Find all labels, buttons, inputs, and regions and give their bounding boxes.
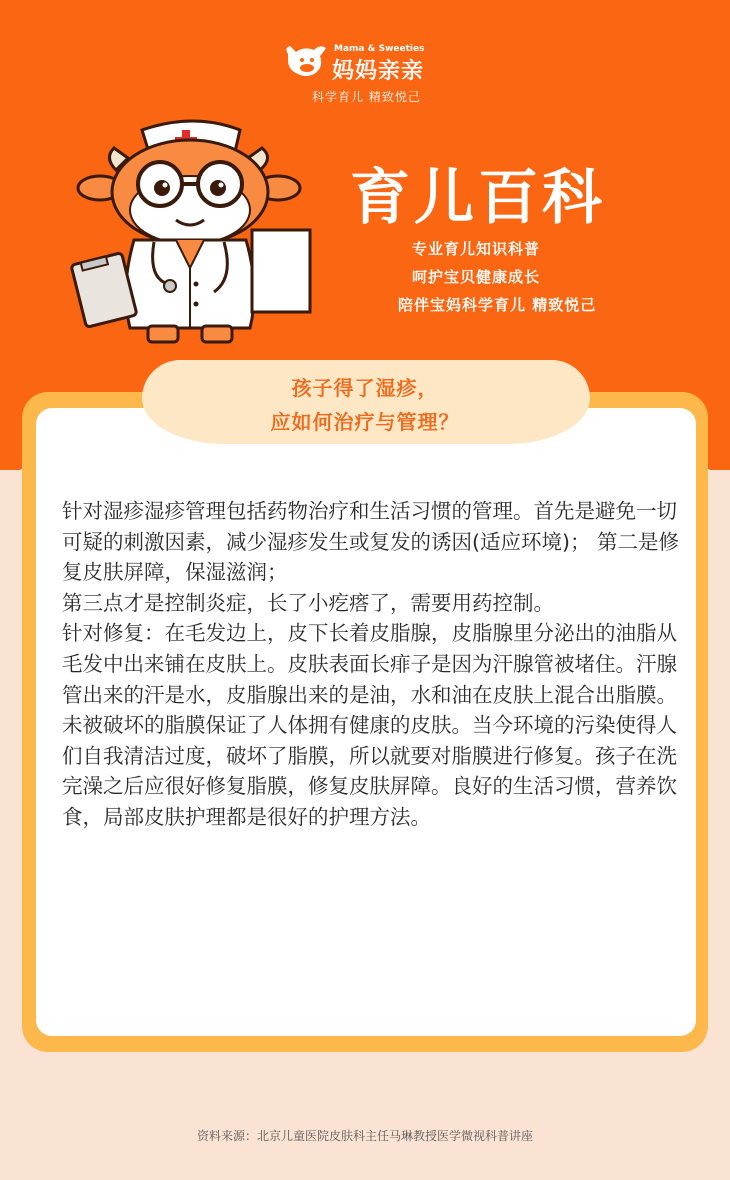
logo-english: Mama & Sweeties (334, 44, 425, 54)
doctor-cow-mascot-icon (64, 108, 324, 348)
header-line-3: 陪伴宝妈科学育儿 精致悦己 (398, 296, 597, 314)
article-paragraph: 针对修复：在毛发边上，皮下长着皮脂腺，皮脂腺里分泌出的油脂从毛发中出来铺在皮肤上。皮肤表面长痱子是因为汗腺管被堵住。汗腺管出来的汗是水，皮脂腺出来的是油，水和油在皮肤上混合出脂膜。未被破坏的脂膜保证了人体拥有健康的皮肤。当今环境的污染使得人们自我清洁过度，破坏了脂膜，所以就要对脂膜进行修复。孩子在洗完澡之后应很好修复脂膜，修复皮肤屏障。良好的生活习惯，营养饮食，局部皮肤护理都是很好的护理方法。 (62, 621, 677, 829)
article-paragraph: 针对湿疹湿疹管理包括药物治疗和生活习惯的管理。首先是避免一切可疑的刺激因素，减少湿疹发生或复发的诱因(适应环境)； 第二是修复皮肤屏障，保湿滋润； (62, 499, 680, 585)
logo-chinese: 妈妈亲亲 (332, 59, 425, 84)
cow-logo-icon (282, 40, 330, 80)
question-line-1: 孩子得了湿疹， (291, 376, 439, 400)
source-note: 资料来源：北京儿童医院皮肤科主任马琳教授医学微视科普讲座 (196, 1129, 533, 1143)
logo-slogan: 科学育儿 精致悦己 (312, 90, 421, 104)
header-line-2: 呵护宝贝健康成长 (412, 268, 541, 286)
brand-logo (282, 38, 462, 108)
question-line-2: 应如何治疗与管理？ (270, 410, 460, 434)
article-body (62, 496, 682, 833)
article-paragraph: 第三点才是控制炎症，长了小疙瘩了，需要用药控制。 (62, 590, 554, 615)
page-title: 育儿百科 (350, 163, 606, 233)
header-line-1: 专业育儿知识科普 (412, 240, 541, 258)
